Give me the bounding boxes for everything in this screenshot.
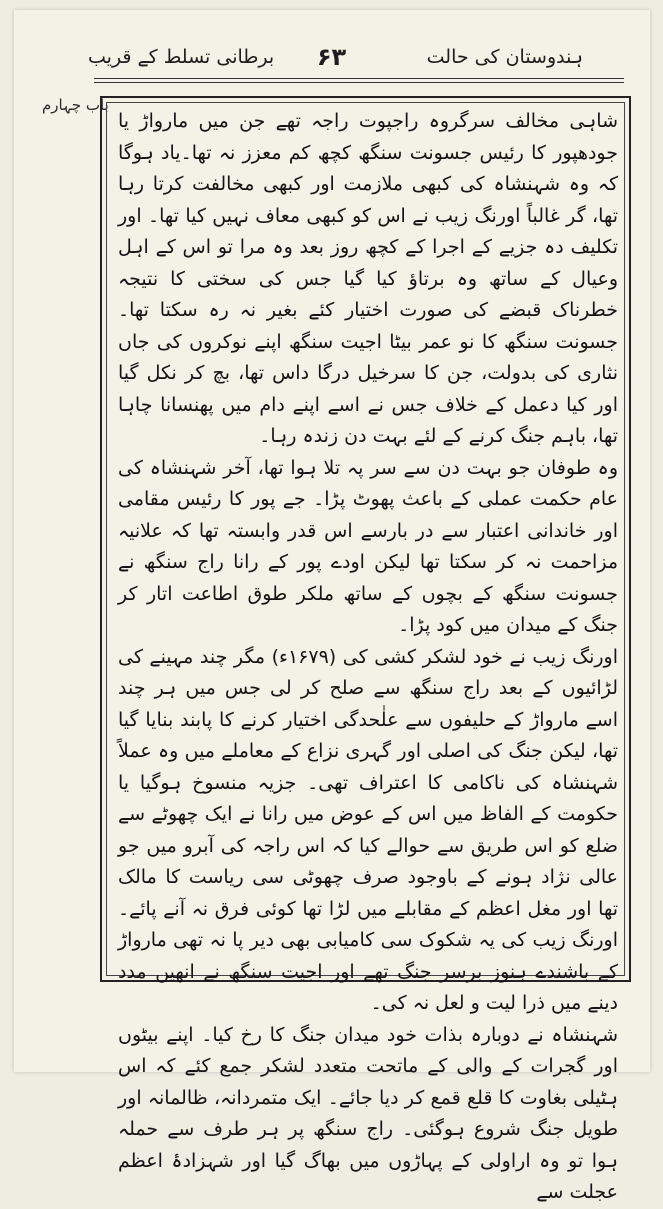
chapter-side-note: باب چہارم: [42, 96, 109, 114]
running-head: برطانی تسلط کے قریب: [88, 46, 275, 68]
header-rule: [94, 82, 624, 83]
paragraph: وہ طوفان جو بہت دن سے سر پہ تلا ہوا تھا، آخر شہنشاہ کی عام حکمت عملی کے باعث پھوٹ پڑا۔ جے پور کا رئیس مقامی اور خاندانی اعتبار سے در بارسے اس قدر وابستہ تھا کہ علانیہ مزاحمت نہ کر سکتا تھا لیکن اودے پور کے رانا راج سنگھ نے جسونت سنگھ کے بچوں کے ساتھ ملکر طوق اطاعت اتار کر جنگ کے میدان میں کود پڑا۔: [118, 456, 618, 636]
paragraph: شاہی مخالف سرگروہ راجپوت راجہ تھے جن میں مارواڑ یا جودھپور کا رئیس جسونت سنگھ کچھ کم معزز نہ تھا۔یاد ہوگا کہ وہ شہنشاہ کی کبھی ملازمت اور کبھی مخالفت کرتا رہا تھا، گر غالباً اورنگ زیب نے اس کو کبھی معاف نہیں کیا تھا۔ اور تکلیف دہ جزیے کے اجرا کے کچھ روز بعد وہ مرا تو اس کے اہل وعیال کے ساتھ وہ برتاؤ کیا گیا جس کی سختی کا نتیجہ خطرناک قبضے کی صورت اختیار کئے بغیر نہ رہ سکتا تھا۔ جسونت سنگھ کا نو عمر بیٹا اجیت سنگھ اپنے نوکروں کی جاں نثاری کی بدولت، جن کا سرخیل درگا داس تھا، بچ کر نکل گیا اور کیا دعمل کے خلاف جس نے اسے اپنے دام میں پھنسانا چاہا تھا، باہم جنگ کرنے کے لئے بہت دن زندہ رہا۔: [118, 110, 618, 447]
page-number: ۶۳: [316, 43, 347, 71]
running-title: ہندوستان کی حالت: [426, 46, 583, 68]
body-text: [118, 106, 618, 1209]
paragraph: شہنشاہ نے دوبارہ بذات خود میدان جنگ کا رخ کیا۔ اپنے بیٹوں اور گجرات کے والی کے ماتحت متعدد لشکر جمع کئے کہ اس ہٹیلی بغاوت کا قلع قمع کر دیا جائے۔ ایک متمردانہ، ظالمانہ اور طویل جنگ شروع ہوگئی۔ راج سنگھ پر ہر طرف سے حملہ ہوا تو وہ اراولی کے پہاڑوں میں بھاگ گیا اور شہزادۂ اعظم عجلت سے: [118, 1023, 618, 1203]
paragraph: اورنگ زیب نے خود لشکر کشی کی (۱۶۷۹ء) مگر چند مہینے کی لڑائیوں کے بعد راج سنگھ سے صلح کر لی جس میں ہر چند اسے مارواڑ کے حلیفوں سے علٰحدگی اختیار کرنے کا پابند بنایا گیا تھا، لیکن جنگ کی اصلی اور گہری نزاع کے معاملے میں وہ عملاً شہنشاہ کی ناکامی کا اعتراف تھی۔ جزیہ منسوخ ہوگیا یا حکومت کے الفاظ میں اس کے عوض میں رانا نے ایک چھوٹے سے ضلع کو اس طریق سے حوالے کیا کہ اس راجہ کی آبرو میں جو عالی نژاد ہونے کے باوجود صرف چھوٹی سی ریاست کا مالک تھا اور مغل اعظم کے مقابلے میں لڑا تھا کوئی فرق نہ آنے پائے۔ اورنگ زیب کی یہ شکوک سی کامیابی بھی دیر پا نہ تھی مارواڑ کے باشندے ہنوز برسر جنگ تھے اور اجیت سنگھ نے انھیں مدد دینے میں ذرا لیت و لعل نہ کی۔: [118, 645, 618, 1014]
header-rule: [94, 78, 624, 79]
